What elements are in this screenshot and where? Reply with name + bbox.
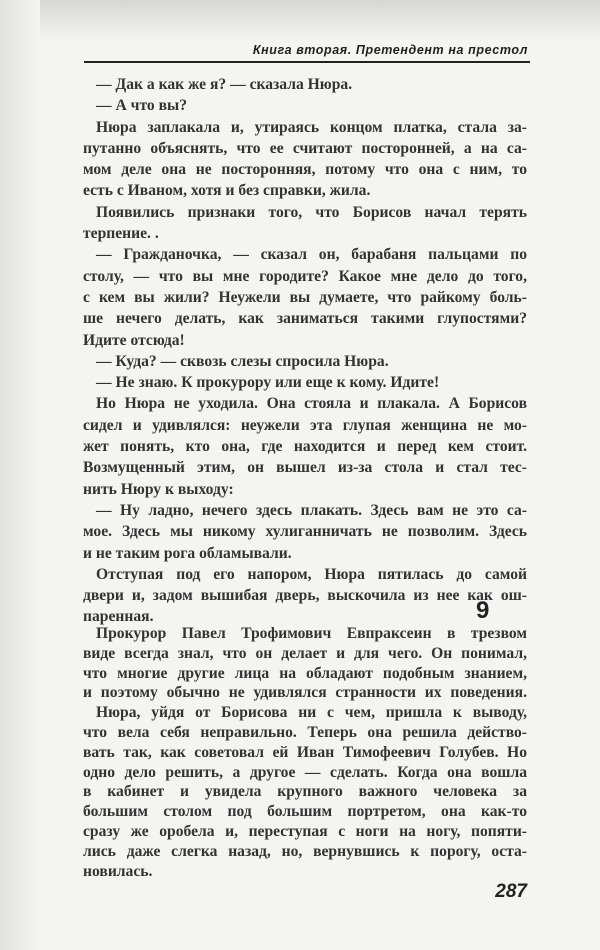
text-line: мое. Здесь мы никому хулиганничать не позволим. Здесь: [83, 523, 527, 541]
text-line: и поэтому обычно не удивлялся странности их поведения.: [83, 684, 527, 702]
text-line: есть с Иваном, хотя и без справки, жила.: [83, 182, 371, 200]
scan-left-shadow: [0, 0, 40, 950]
text-line: мом деле она не посторонняя, потому что она с ним, то: [83, 161, 527, 179]
text-line: — А что вы?: [96, 97, 187, 115]
text-line: одно дело решить, а другое — сделать. Когда она вошла: [83, 763, 527, 781]
text-line: — Дак а как же я? — сказала Нюра.: [96, 76, 353, 93]
text-line: — Не знаю. К прокурору или еще к кому. Идите!: [96, 374, 440, 392]
text-line: Отступая под его напором, Нюра пятилась до самой: [96, 565, 527, 583]
text-line: столу, — что вы мне городите? Какое мне дело до того,: [83, 267, 527, 285]
text-line: Но Нюра не уходила. Она стояла и плакала. А Борисов: [96, 395, 527, 413]
text-line: лись даже слегка назад, но, вернувшись к порогу, оста-: [83, 842, 527, 860]
text-line: — Куда? — сквозь слезы спросила Нюра.: [96, 352, 389, 370]
text-line: сидел и удивлялся: неужели эта глупая женщина не мо-: [83, 416, 527, 434]
text-line: — Ну ладно, нечего здесь плакать. Здесь вам не это са-: [96, 501, 527, 519]
text-line: Нюра заплакала и, утираясь концом платка, стала за-: [96, 118, 527, 136]
text-line: с кем вы жили? Неужели вы думаете, что райкому боль-: [83, 288, 527, 306]
page-number: 287: [495, 881, 527, 902]
text-line: жет понять, кто она, где находится и перед кем стоит.: [83, 438, 527, 456]
text-line: новилась.: [83, 862, 153, 880]
text-line: Возмущенный этим, он вышел из-за стола и стал тес-: [83, 459, 527, 477]
running-head: Книга вторая. Претендент на престол: [252, 43, 528, 57]
chapter-number: 9: [476, 597, 490, 624]
text-section-1: [83, 74, 527, 628]
text-line: Идите отсюда!: [83, 331, 185, 349]
text-line: большим столом под большим портретом, она как-то: [83, 803, 527, 821]
text-line: ше нечего делать, как заниматься такими глупостями?: [83, 310, 527, 328]
text-section-2: [83, 624, 527, 881]
header-rule: [84, 61, 530, 63]
text-line: Прокурор Павел Трофимович Евпраксеин в трезвом: [96, 625, 527, 642]
text-line: сразу же оробела и, переступая с ноги на ногу, попяти-: [83, 822, 527, 840]
text-line: терпение. .: [83, 225, 159, 243]
text-line: и не таким рога обламывали.: [83, 544, 292, 562]
text-line: в кабинет и увидела крупного важного человека за: [83, 783, 527, 801]
text-line: Появились признаки того, что Борисов начал терять: [96, 203, 527, 221]
text-line: нить Нюру к выходу:: [83, 480, 234, 498]
text-line: что многие другие лица на обладают подобным знанием,: [83, 664, 527, 682]
text-line: путанно объяснять, что ее считают посторонней, а на са-: [83, 139, 527, 157]
text-line: вать так, как советовал ей Иван Тимофеевич Голубев. Но: [83, 743, 527, 761]
text-line: — Гражданочка, — сказал он, барабаня пальцами по: [96, 246, 527, 264]
scan-top-shadow: [0, 0, 600, 40]
text-line: что вела себя неправильно. Теперь она решила действо-: [83, 723, 527, 741]
text-line: Нюра, уйдя от Борисова ни с чем, пришла к выводу,: [96, 704, 527, 722]
text-line: виде всегда знал, что он делает и для чего. Он понимал,: [83, 644, 527, 662]
text-line: паренная.: [83, 608, 154, 626]
text-line: двери и, задом вышибая дверь, выскочила из нее как ош-: [83, 587, 527, 605]
